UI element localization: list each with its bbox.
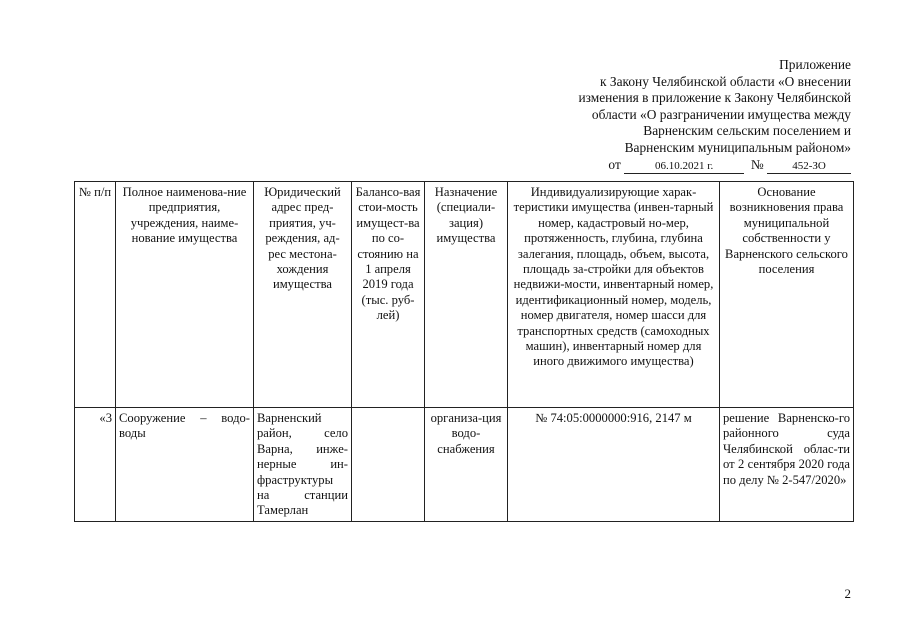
header-purpose: Назначение (специали-зация) имущества <box>425 182 508 408</box>
law-date: 06.10.2021 г. <box>624 160 744 174</box>
header-address: Юридический адрес пред-приятия, уч-реждения, ад-рес местона-хождения имущества <box>254 182 352 408</box>
appendix-header <box>521 57 851 174</box>
header-characteristics: Индивидуализирующие харак-теристики имущества (инвен-тарный номер, кадастровый но-мер, протяженность, глубина, глубина залегания, площадь, объем, высота, площадь за-стройки для объектов недвижи-мости, инвентарный номер, идентификационный номер, модель, номер двигателя, номер шасси для транспортных средств (самоходных машин), инвентарный номер для иного движимого имущества) <box>508 182 720 408</box>
cell-characteristics: № 74:05:0000000:916, 2147 м <box>508 408 720 522</box>
table-row <box>75 408 854 522</box>
cell-basis: решение Варненско-го районного суда Челябинской облас-ти от 2 сентября 2020 года по делу № 2-547/2020» <box>720 408 854 522</box>
date-prefix: от <box>608 156 621 172</box>
law-number: 452-ЗО <box>767 160 851 174</box>
header-line-4: области «О разграничении имущества между <box>591 106 851 122</box>
cell-purpose: организа-ция водо-снабжения <box>425 408 508 522</box>
header-line-3: изменения в приложение к Закону Челябинской <box>578 90 851 106</box>
table-header-row <box>75 182 854 408</box>
header-line-6: Варненским муниципальным районом» <box>624 139 851 155</box>
number-prefix: № <box>750 156 764 172</box>
cell-address: Варненский район, село Варна, инже-нерные ин-фраструктуры на станции Тамерлан <box>254 408 352 522</box>
cell-name: Сооружение – водо-воды <box>116 408 254 522</box>
header-line-1: Приложение <box>779 57 851 72</box>
cell-num: «3 <box>75 408 116 522</box>
header-basis: Основание возникновения права муниципальной собственности у Варненского сельского поселения <box>720 182 854 408</box>
cell-value <box>352 408 425 522</box>
header-num: № п/п <box>75 182 116 408</box>
header-name: Полное наименова-ние предприятия, учреждения, наиме-нование имущества <box>116 182 254 408</box>
header-value: Балансо-вая стои-мость имущест-ва по со-стоянию на 1 апреля 2019 года (тыс. руб-лей) <box>352 182 425 408</box>
law-date-number-line <box>521 157 851 174</box>
header-line-5: Варненским сельским поселением и <box>643 123 851 139</box>
header-line-2: к Закону Челябинской области «О внесении <box>600 73 851 89</box>
page-number: 2 <box>844 586 851 601</box>
property-table <box>74 181 854 522</box>
